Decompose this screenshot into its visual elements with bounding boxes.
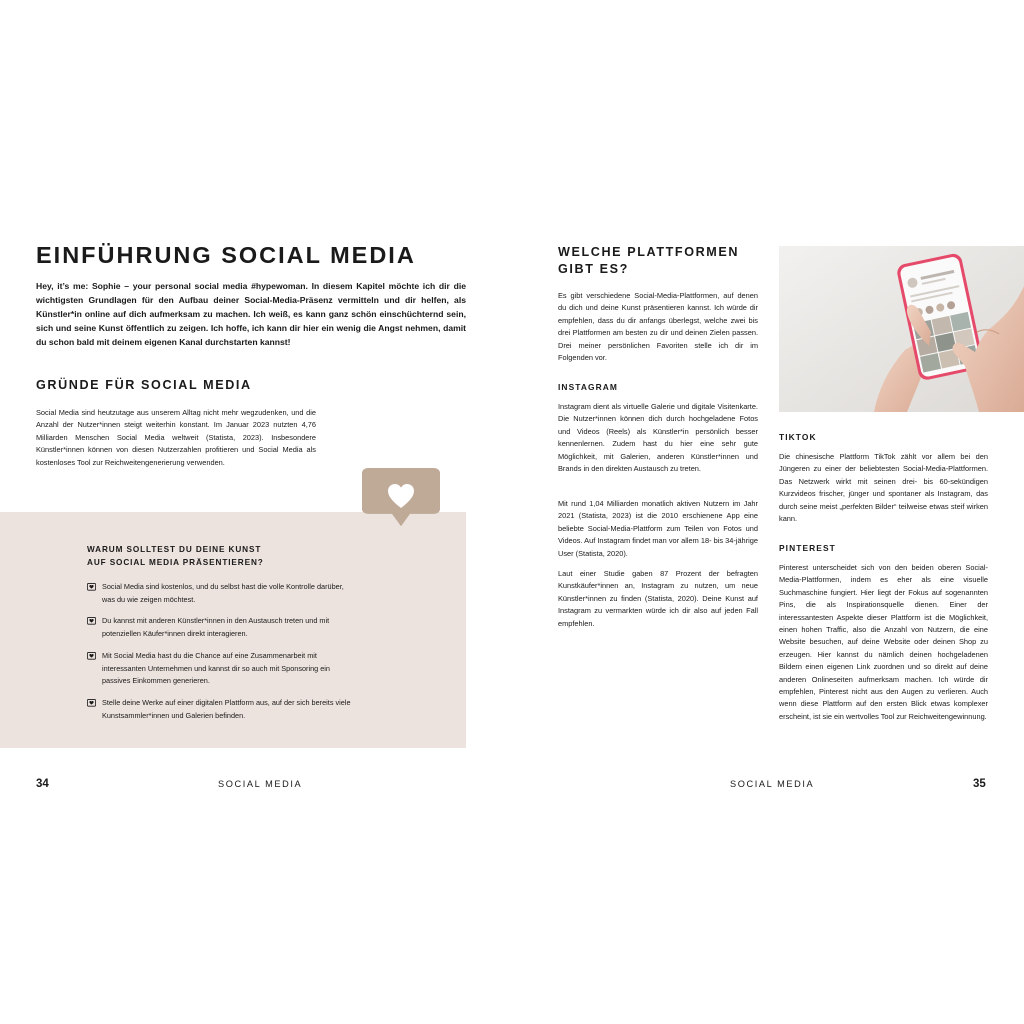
list-item-text: Social Media sind kostenlos, und du selbst hast die volle Kontrolle darüber, was du wie zeigen möchtest.	[102, 582, 344, 604]
tiktok-paragraph: Die chinesische Plattform TikTok zählt vor allem bei den Jüngeren zu einer der beliebtesten Social-Media-Plattformen. Das Netzwerk wirkt mit seinen drei- bis 60-sekündigen Kurzvideos frischer, jünger und spontaner als Instagram, das durch seine meist „perfekten Bilder“ teilweise etwas steif wirken kann.	[779, 452, 988, 524]
platforms-heading-line-1: WELCHE PLATTFORMEN	[558, 245, 740, 259]
instagram-paragraph-3: Laut einer Studie gaben 87 Prozent der befragten Kunstkäufer*innen an, Instagram zu nutzen, um neue Künstler*innen zu finden (Statista, 2020). Deine Kunst auf Instagram zu vermarkten würde ich dir also auf jeden Fall empfehlen.	[558, 569, 758, 628]
reasons-list	[87, 581, 357, 731]
running-head-right: SOCIAL MEDIA	[730, 779, 815, 789]
page-number-left: 34	[36, 778, 49, 790]
heart-bullet-icon	[87, 617, 96, 626]
heart-bullet-icon	[87, 583, 96, 592]
list-item	[87, 650, 357, 688]
instagram-paragraph-1: Instagram dient als virtuelle Galerie und digitale Visitenkarte. Die Nutzer*innen können dich durch hochgeladene Fotos und Videos (Reels) als Künstler*in persönlich besser kennenlernen. Zudem hast du hier eine sehr gute Möglichkeit, mit Galerien, anderen Künstler*innen und Brands in den direkten Austausch zu treten.	[558, 402, 758, 474]
page-title: EINFÜHRUNG SOCIAL MEDIA	[36, 242, 416, 268]
platforms-heading	[558, 244, 768, 278]
running-head-left: SOCIAL MEDIA	[218, 779, 303, 789]
list-item-text: Stelle deine Werke auf einer digitalen Plattform aus, auf der sich bereits viele Kunstsammler*innen und Galerien befinden.	[102, 697, 351, 720]
tiktok-heading: TIKTOK	[779, 432, 817, 442]
platforms-intro: Es gibt verschiedene Social-Media-Plattformen, auf denen du dich und deine Kunst präsentieren kannst. Ich würde dir empfehlen, dass du dir anfangs überlegst, welche zwei bis drei Plattformen am besten zu dir und deinen Zielen passen. Drei meiner persönlichen Favoriten stelle ich dir im Folgenden vor.	[558, 291, 758, 363]
box-heading-line-2: AUF SOCIAL MEDIA PRÄSENTIEREN?	[87, 557, 264, 567]
list-item	[87, 697, 357, 722]
section-body-reasons: Social Media sind heutzutage aus unserem Alltag nicht mehr wegzudenken, und die Anzahl der Nutzer*innen steigt weiterhin konstant. Im Januar 2023 nutzten 4,76 Milliarden Menschen Social Media weltweit (Statista, 2023). Insbesondere Künstler*innen können von diesen Nutzerzahlen profitieren und Social Media als kostenloses Tool zur Reichweitengenerierung verwenden.	[36, 408, 316, 467]
list-item-text: Du kannst mit anderen Künstler*innen in den Austausch treten und mit potenziellen Käufer*innen direkt interagieren.	[102, 616, 330, 639]
list-item	[87, 615, 357, 640]
heart-speech-bubble-icon	[362, 468, 440, 526]
list-item	[87, 581, 357, 606]
instagram-heading: INSTAGRAM	[558, 382, 618, 392]
section-heading-reasons: GRÜNDE FÜR SOCIAL MEDIA	[36, 378, 252, 392]
page-number-right: 35	[973, 778, 986, 790]
heart-bullet-icon	[87, 652, 96, 661]
box-heading-line-1: WARUM SOLLTEST DU DEINE KUNST	[87, 545, 262, 554]
instagram-paragraph-2: Mit rund 1,04 Milliarden monatlich aktiven Nutzern im Jahr 2021 (Statista, 2023) ist die 2010 erschienene App eine beliebte Social-Media-Plattform zum Teilen von Fotos und Videos. Auf Instagram findet man vor allem 18- bis 34-jährige User (Statista, 2020).	[558, 499, 758, 558]
list-item-text: Mit Social Media hast du die Chance auf eine Zusammenarbeit mit interessanten Unternehmen und kannst dir so auch mit Sponsoring ein passives Einkommen generieren.	[102, 650, 330, 686]
heart-bullet-icon	[87, 699, 96, 708]
hands-holding-smartphone-photo	[779, 246, 1024, 412]
pinterest-heading: PINTEREST	[779, 543, 836, 553]
platforms-heading-line-2: GIBT ES?	[558, 262, 629, 276]
box-heading	[87, 544, 387, 569]
pinterest-paragraph: Pinterest unterscheidet sich von den beiden oberen Social-Media-Plattformen, indem es eher als eine visuelle Suchmaschine fungiert. Hier liegt der Fokus auf sogenannten Pins, die als Inspirationsquelle dienen. Einer der interessantesten Aspekte dieser Plattform ist die Möglichkeit, einen hohen Traffic, also die Anzahl von Nutzern, die eine Website besuchen, auf deine Website oder deinen Shop zu erzeugen. Hier kannst du nämlich deinen hochgeladenen Bildern einen eigenen Link zuordnen und so direkt auf deine anderen Onlineseiten aufmerksam machen. Ich würde dir empfehlen, Pinterest nicht aus den Augen zu verlieren. Auch wenn diese Plattform auf den ersten Blick etwas komplexer erscheint, ist sie ein wertvolles Tool zur Reichweitengewinnung.	[779, 563, 988, 721]
intro-paragraph: Hey, it’s me: Sophie – your personal social media #hypewoman. In diesem Kapitel möchte ich dir die wichtigsten Grundlagen für den Aufbau deiner Social-Media-Präsenz vermitteln und dir helfen, als Künstler*in online auf dich aufmerksam zu machen. Ich weiß, es kann ganz schön einschüchternd sein, sich und seine Kunst öffentlich zu zeigen. Ich hoffe, ich kann dir hier ein wenig die Angst nehmen, damit du schon bald mit deinem eigenen Kanal durchstarten kannst!	[36, 281, 466, 347]
